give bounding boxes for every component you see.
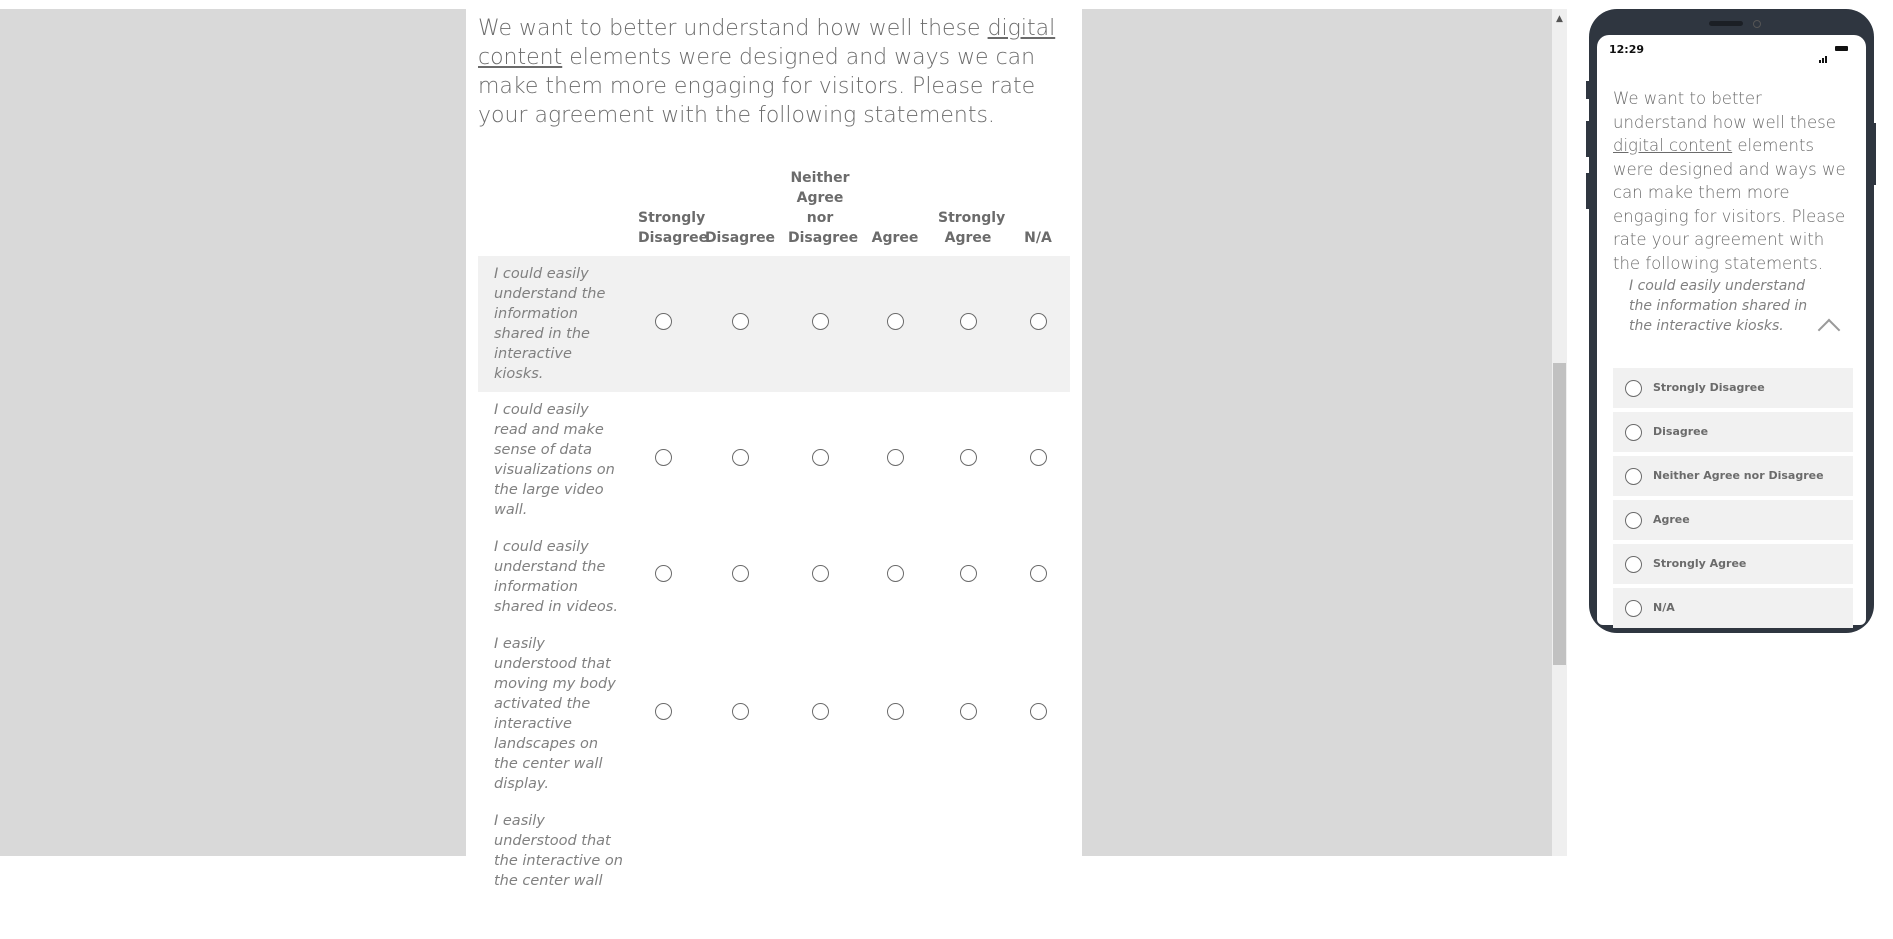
column-header: N/A <box>1024 230 1052 246</box>
option-cell[interactable] <box>780 256 860 392</box>
phone-mute-button <box>1586 81 1590 99</box>
chevron-up-icon[interactable] <box>1818 319 1841 342</box>
option-cell[interactable] <box>860 392 930 528</box>
radio-icon[interactable] <box>1625 600 1642 617</box>
vertical-scrollbar[interactable] <box>1552 9 1567 856</box>
radio-neither[interactable] <box>812 565 829 582</box>
survey-content <box>466 9 1082 889</box>
option-cell[interactable] <box>780 803 860 939</box>
table-row <box>478 528 1070 625</box>
radio-icon[interactable] <box>1625 556 1642 573</box>
radio-na[interactable] <box>1030 703 1047 720</box>
mobile-question-text: I could easily understand the information shared in the interactive kiosks. <box>1629 278 1808 334</box>
scrollbar-thumb[interactable] <box>1553 363 1566 665</box>
statement-text: I could easily understand the information shared in the interactive kiosks. <box>478 256 626 392</box>
mobile-intro-part: We want to better understand how well these <box>1613 89 1836 132</box>
radio-icon[interactable] <box>1625 512 1642 529</box>
radio-icon[interactable] <box>1625 424 1642 441</box>
option-cell[interactable] <box>700 528 780 625</box>
mobile-option-label: Disagree <box>1653 425 1709 438</box>
option-cell[interactable] <box>860 528 930 625</box>
option-cell[interactable] <box>1006 625 1070 803</box>
radio-strongly-disagree[interactable] <box>655 703 672 720</box>
option-cell[interactable] <box>700 625 780 803</box>
option-cell[interactable] <box>700 392 780 528</box>
table-row <box>478 392 1070 528</box>
mobile-option[interactable] <box>1613 500 1853 540</box>
mobile-option[interactable] <box>1613 368 1853 408</box>
scroll-up-arrow-icon[interactable]: ▲ <box>1556 14 1563 24</box>
option-cell[interactable] <box>1006 803 1070 939</box>
mobile-option[interactable] <box>1613 588 1853 628</box>
option-cell[interactable] <box>780 392 860 528</box>
mobile-option-label: Strongly Agree <box>1653 557 1747 570</box>
phone-volume-up-button <box>1586 121 1590 157</box>
table-row <box>478 625 1070 803</box>
intro-text <box>478 14 1068 130</box>
radio-agree[interactable] <box>887 313 904 330</box>
radio-strongly-agree[interactable] <box>960 313 977 330</box>
radio-agree[interactable] <box>887 703 904 720</box>
battery-icon <box>1835 46 1848 51</box>
mobile-digital-content-link[interactable]: digital content <box>1613 136 1733 155</box>
radio-na[interactable] <box>1030 449 1047 466</box>
option-cell[interactable] <box>626 528 700 625</box>
phone-screen <box>1597 35 1866 625</box>
mobile-option[interactable] <box>1613 412 1853 452</box>
radio-agree[interactable] <box>887 565 904 582</box>
statement-text: I easily understood that the interactive on the center wall <box>494 813 623 889</box>
radio-icon[interactable] <box>1625 468 1642 485</box>
option-cell[interactable] <box>930 625 1006 803</box>
mobile-intro-part: elements were designed and ways we can make them more engaging for visitors. Please rate your agreement with the following statements. <box>1613 136 1846 273</box>
table-row <box>478 256 1070 392</box>
mobile-option[interactable] <box>1613 456 1853 496</box>
radio-strongly-agree[interactable] <box>960 449 977 466</box>
mobile-option-label: Agree <box>1653 513 1690 526</box>
phone-power-button <box>1872 123 1876 185</box>
survey-viewport <box>0 9 1552 889</box>
radio-na[interactable] <box>1030 313 1047 330</box>
option-cell[interactable] <box>860 625 930 803</box>
column-header: Neither Agree nor Disagree <box>788 170 859 246</box>
radio-strongly-disagree[interactable] <box>655 565 672 582</box>
radio-strongly-disagree[interactable] <box>655 313 672 330</box>
mobile-intro-text <box>1613 87 1855 275</box>
status-time: 12:29 <box>1609 43 1645 56</box>
mobile-preview <box>1589 9 1874 633</box>
digital-content-link[interactable]: digital content <box>478 16 1056 70</box>
radio-na[interactable] <box>1030 565 1047 582</box>
option-cell[interactable] <box>1006 392 1070 528</box>
column-header: Strongly Agree <box>938 210 1006 246</box>
statement-text: I easily understood that moving my body activated the interactive landscapes on the center wall display. <box>494 636 616 792</box>
option-cell[interactable] <box>626 392 700 528</box>
column-header: Agree <box>871 230 919 246</box>
signal-icon <box>1819 44 1828 63</box>
likert-matrix <box>478 159 1070 939</box>
mobile-option-label: Neither Agree nor Disagree <box>1653 469 1824 482</box>
radio-disagree[interactable] <box>732 449 749 466</box>
radio-agree[interactable] <box>887 449 904 466</box>
radio-strongly-disagree[interactable] <box>655 449 672 466</box>
phone-volume-down-button <box>1586 173 1590 209</box>
intro-text-part: We want to better understand how well these <box>478 16 988 41</box>
phone-camera <box>1753 20 1761 28</box>
option-cell[interactable] <box>930 256 1006 392</box>
option-cell[interactable] <box>626 803 700 939</box>
radio-disagree[interactable] <box>732 565 749 582</box>
option-cell[interactable] <box>1006 256 1070 392</box>
option-cell[interactable] <box>860 803 930 939</box>
option-cell[interactable] <box>860 256 930 392</box>
radio-strongly-agree[interactable] <box>960 703 977 720</box>
table-row <box>478 803 1070 939</box>
option-cell[interactable] <box>700 803 780 939</box>
radio-disagree[interactable] <box>732 703 749 720</box>
radio-neither[interactable] <box>812 449 829 466</box>
radio-strongly-agree[interactable] <box>960 565 977 582</box>
matrix-corner <box>478 159 626 256</box>
radio-neither[interactable] <box>812 313 829 330</box>
intro-text-part: elements were designed and ways we can make them more engaging for visitors. Please rate your agreement with the following statements. <box>478 45 1036 128</box>
radio-neither[interactable] <box>812 703 829 720</box>
column-header: Disagree <box>704 230 776 246</box>
option-cell[interactable] <box>700 256 780 392</box>
mobile-option-label: Strongly Disagree <box>1653 381 1765 394</box>
option-cell[interactable] <box>1006 528 1070 625</box>
option-cell[interactable] <box>930 392 1006 528</box>
option-cell[interactable] <box>930 803 1006 939</box>
radio-icon[interactable] <box>1625 380 1642 397</box>
mobile-option-label: N/A <box>1653 601 1675 614</box>
statement-text: I could easily read and make sense of data visualizations on the large video wall. <box>494 402 615 518</box>
option-cell[interactable] <box>930 528 1006 625</box>
column-header: Strongly Disagree <box>638 210 709 246</box>
option-cell[interactable] <box>780 625 860 803</box>
radio-disagree[interactable] <box>732 313 749 330</box>
option-cell[interactable] <box>626 256 700 392</box>
statement-text: I could easily understand the information shared in videos. <box>494 538 618 615</box>
option-cell[interactable] <box>780 528 860 625</box>
mobile-option[interactable] <box>1613 544 1853 584</box>
option-cell[interactable] <box>626 625 700 803</box>
phone-speaker <box>1709 21 1743 26</box>
